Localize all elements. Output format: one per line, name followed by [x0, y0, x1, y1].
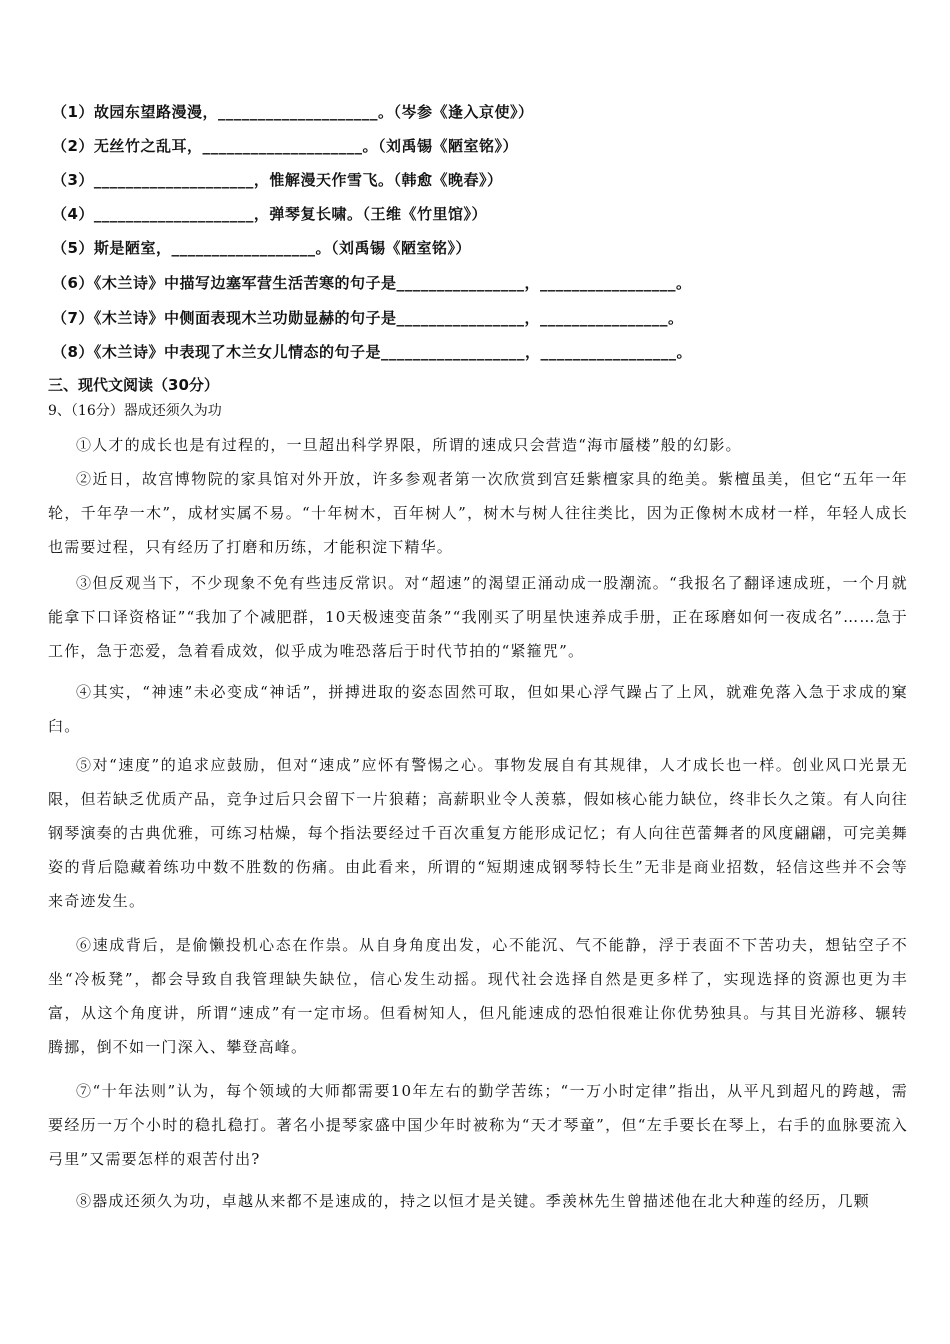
paragraph-2: ②近日，故宫博物院的家具馆对外开放，许多参观者第一次欣赏到宫廷紫檀家具的绝美。紫檀虽美，但它“五年一年轮，千年孕一木”，成材实属不易。“十年树木，百年树人”，树木与树人往往类比，因为正像树木成材一样，年轻人成长也需要过程，只有经历了打磨和历练，才能积淀下精华。 [48, 470, 908, 556]
question-7: （7）《木兰诗》中侧面表现木兰功勋显赫的句子是________________，________________。 [52, 309, 684, 327]
paragraph-8: ⑧器成还须久为功，卓越从来都不是速成的，持之以恒才是关键。季羡林先生曾描述他在北大种莲的经历，几颗 [76, 1192, 870, 1210]
question-4: （4）____________________，弹琴复长啸。（王维《竹里馆》） [52, 205, 487, 223]
paragraph-5: ⑤对“速度”的追求应鼓励，但对“速成”应怀有警惕之心。事物发展自有其规律，人才成长也一样。创业风口光景无限，但若缺乏优质产品，竞争过后只会留下一片狼藉；高薪职业令人羡慕，假如核心能力缺位，终非长久之策。有人向往钢琴演奏的古典优雅，可练习枯燥，每个指法要经过千百次重复方能形成记忆；有人向往芭蕾舞者的风度翩翩，可完美舞姿的背后隐藏着练功中数不胜数的伤痛。由此看来，所谓的“短期速成钢琴特长生”无非是商业招数，轻信这些并不会等来奇迹发生。 [48, 756, 908, 910]
question-8: （8）《木兰诗》中表现了木兰女儿情态的句子是__________________，_________________。 [52, 343, 692, 361]
paragraph-6: ⑥速成背后，是偷懒投机心态在作祟。从自身角度出发，心不能沉、气不能静，浮于表面不下苦功夫，想钻空子不坐“冷板凳”，都会导致自我管理缺失缺位，信心发生动摇。现代社会选择自然是更多样了，实现选择的资源也更为丰富，从这个角度讲，所谓“速成”有一定市场。但看树知人，但凡能速成的恐怕很难让你优势独具。与其目光游移、辗转腾挪，倒不如一门深入、攀登高峰。 [48, 936, 908, 1056]
section-title: 三、现代文阅读（30分） [48, 376, 219, 394]
paragraph-1: ①人才的成长也是有过程的，一旦超出科学界限，所谓的速成只会营造“海市蜃楼”般的幻影。 [76, 436, 742, 454]
paragraph-4: ④其实，“神速”未必变成“神话”，拼搏进取的姿态固然可取，但如果心浮气躁占了上风，就难免落入急于求成的窠臼。 [48, 683, 908, 735]
question-5: （5）斯是陋室，__________________。（刘禹锡《陋室铭》） [52, 239, 471, 257]
question-1: （1）故园东望路漫漫，____________________。（岑参《逢入京使》） [52, 103, 534, 121]
passage-title: 9、（16分）器成还须久为功 [48, 403, 222, 419]
paragraph-3: ③但反观当下，不少现象不免有些违反常识。对“超速”的渴望正涌动成一股潮流。“我报名了翻译速成班，一个月就能拿下口译资格证”“我加了个减肥群，10天极速变苗条”“我刚买了明星快速养成手册，正在琢磨如何一夜成名”……急于工作，急于恋爱，急着看成效，似乎成为唯恐落后于时代节拍的“紧箍咒”。 [48, 574, 908, 660]
question-3: （3）____________________，惟解漫天作雪飞。（韩愈《晚春》） [52, 171, 503, 189]
question-6: （6）《木兰诗》中描写边塞军营生活苦寒的句子是________________，_________________。 [52, 274, 692, 292]
paragraph-7: ⑦“十年法则”认为，每个领域的大师都需要10年左右的勤学苦练；“一万小时定律”指出，从平凡到超凡的跨越，需要经历一万个小时的稳扎稳打。著名小提琴家盛中国少年时被称为“天才琴童”，但“左手要长在琴上，右手的血脉要流入弓里”又需要怎样的艰苦付出? [48, 1082, 908, 1168]
question-2: （2）无丝竹之乱耳，____________________。（刘禹锡《陋室铭》） [52, 137, 518, 155]
